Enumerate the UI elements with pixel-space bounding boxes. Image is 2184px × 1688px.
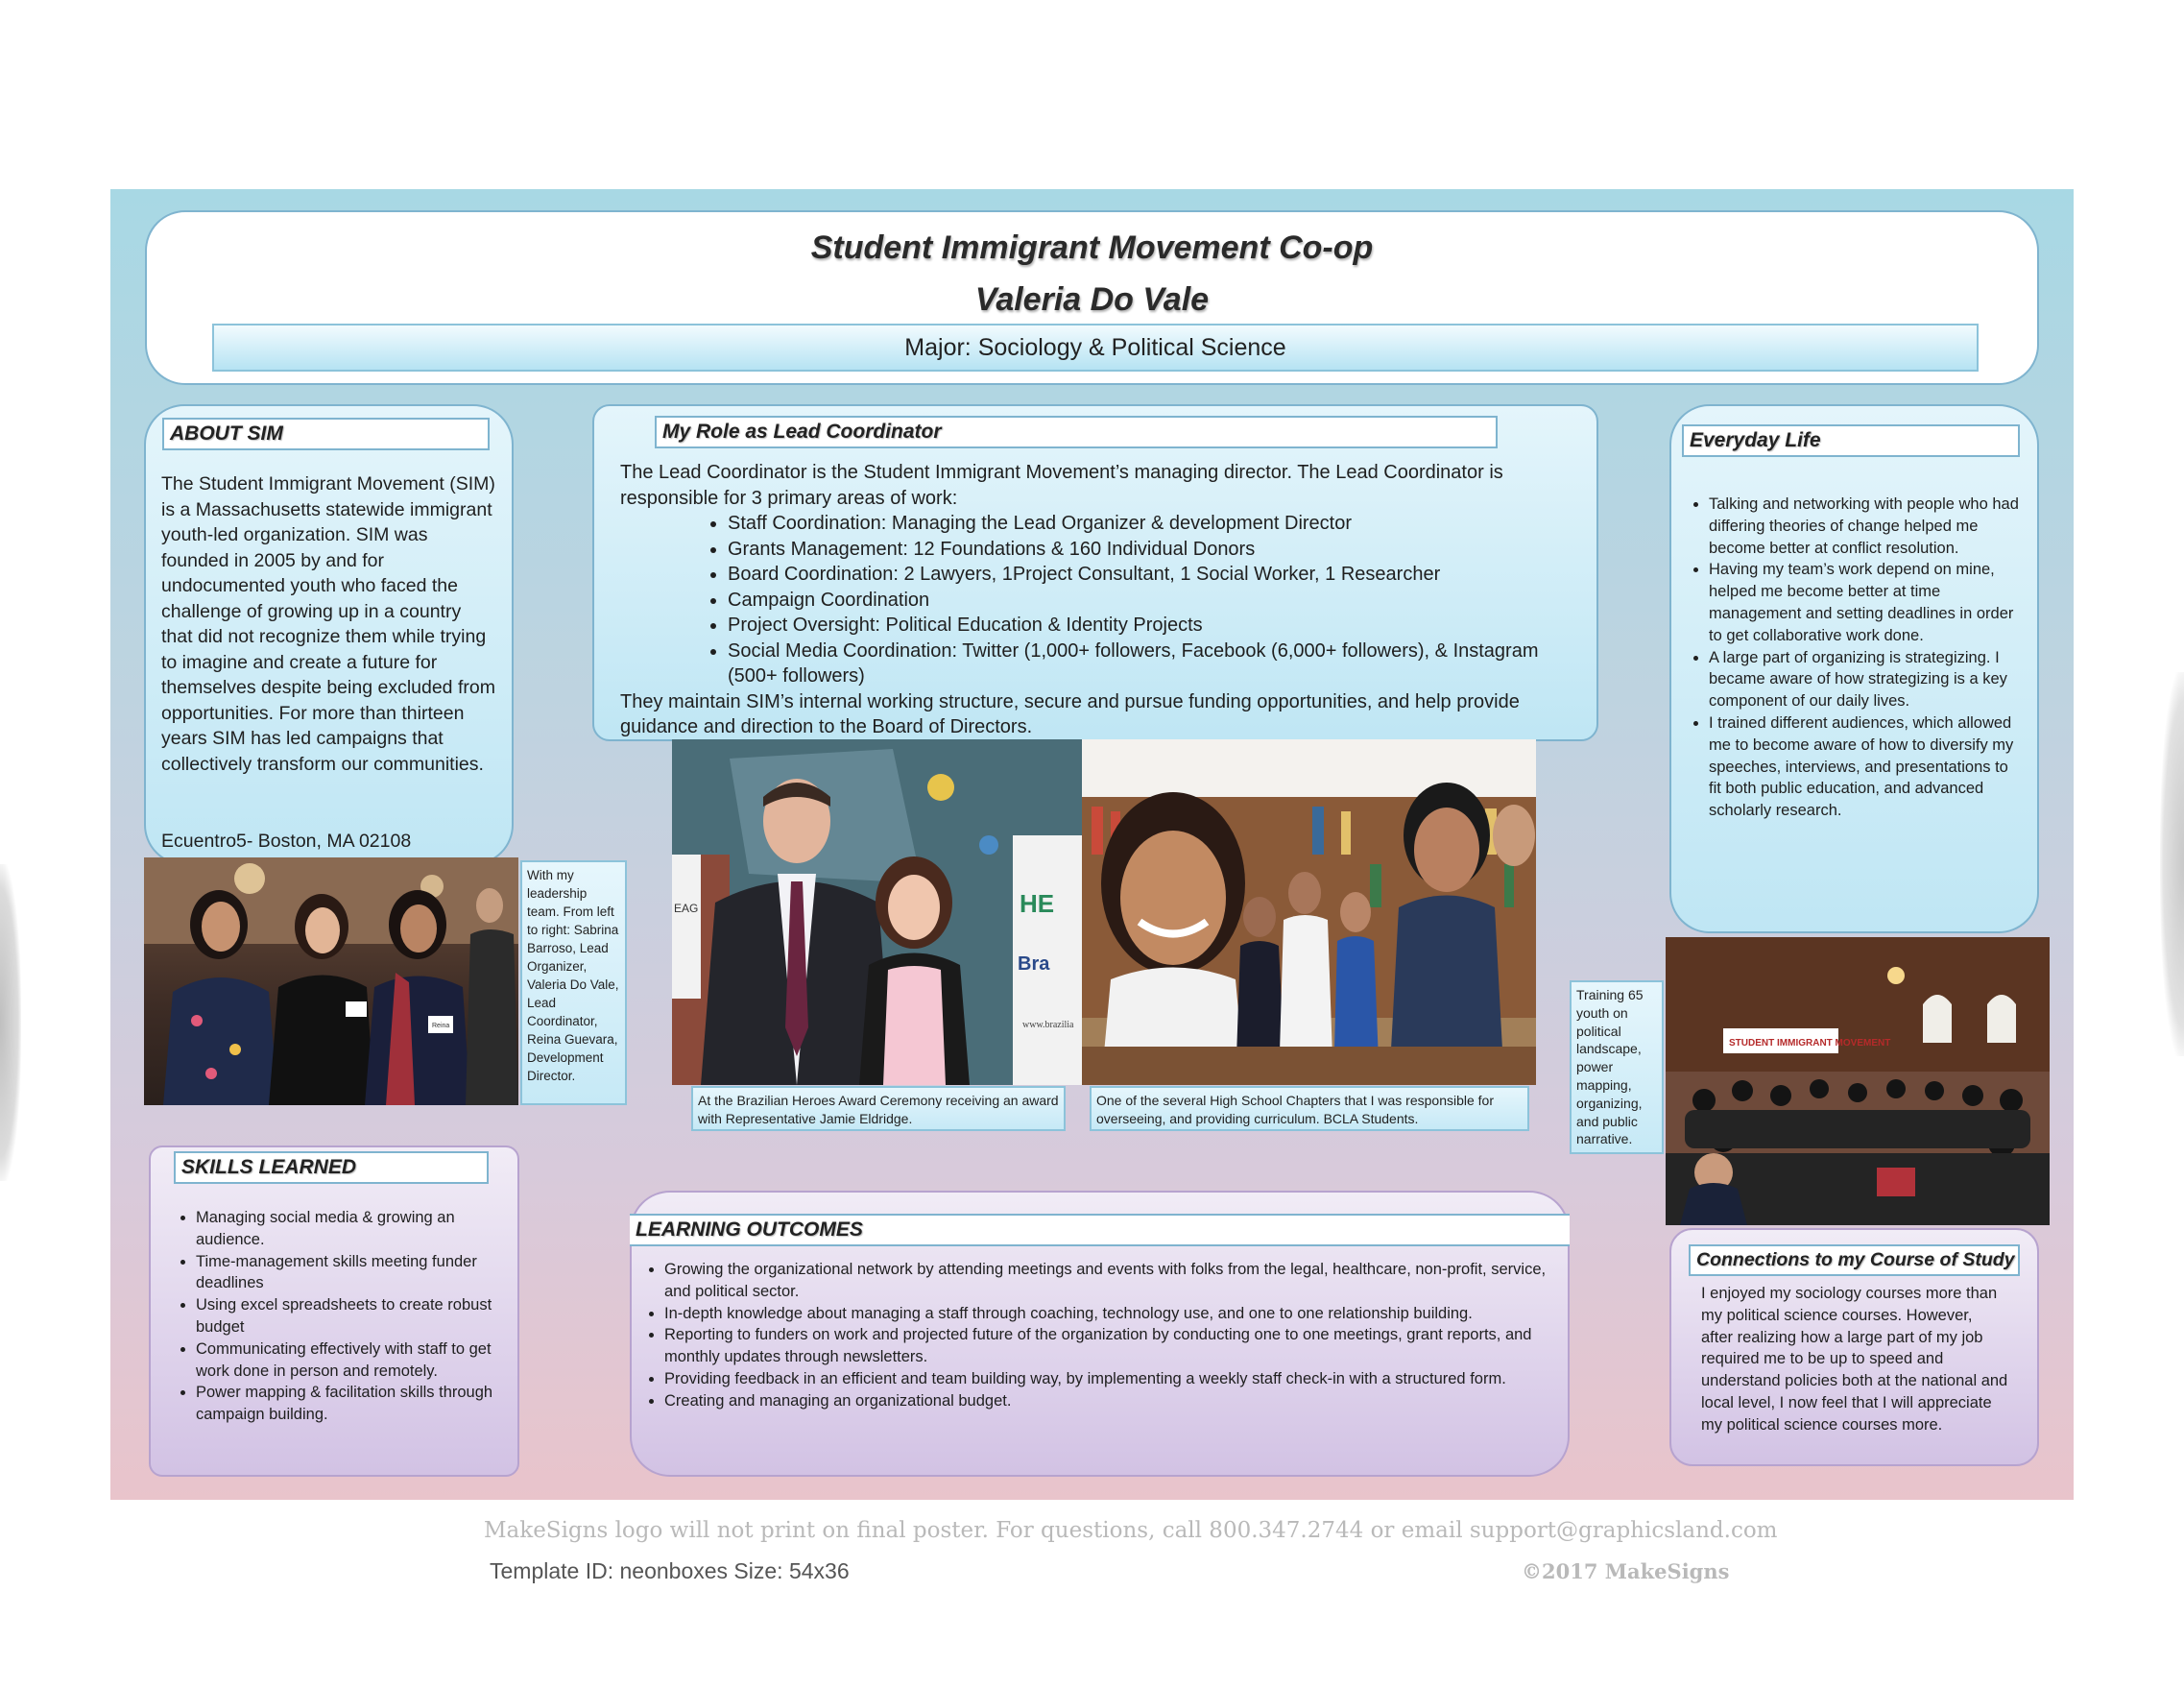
- list-item: • Creating and managing an organizational budget.: [664, 1390, 1553, 1412]
- role-content: [620, 460, 1580, 740]
- list-item: • Social Media Coordination: Twitter (1,000+ followers, Facebook (6,000+ followers), & Instagram (500+ followers): [728, 639, 1580, 689]
- skills-list: [173, 1207, 501, 1426]
- team-photo-caption: With my leadership team. From left to right: Sabrina Barroso, Lead Organizer, Valeria Do Vale, Lead Coordinator, Reina Guevara, Development Director.: [520, 860, 627, 1105]
- role-heading: My Role as Lead Coordinator: [655, 416, 1498, 448]
- banner-he-text: HE: [1020, 889, 1055, 918]
- about-address: Ecuentro5- Boston, MA 02108: [161, 831, 412, 852]
- list-item: • Project Oversight: Political Education & Identity Projects: [728, 613, 1580, 639]
- outcomes-list: [641, 1259, 1553, 1412]
- list-item: • Staff Coordination: Managing the Lead Organizer & development Director: [728, 511, 1580, 537]
- student-name: Valeria Do Vale: [974, 281, 1210, 318]
- banner-sim-text: STUDENT IMMIGRANT MOVEMENT: [1729, 1038, 1891, 1049]
- training-photo-caption: Training 65 youth on political landscape, power mapping, organizing, and public narrative.: [1570, 980, 1664, 1154]
- list-item: • Talking and networking with people who had differing theories of change helped me become better at conflict resolution.: [1709, 494, 2020, 559]
- list-item: • Campaign Coordination: [728, 588, 1580, 614]
- award-photo-graphic: [672, 739, 1082, 1085]
- list-item: • In-depth knowledge about managing a staff through coaching, technology use, and one to one relationship building.: [664, 1303, 1553, 1325]
- list-item: • Managing social media & growing an audience.: [196, 1207, 501, 1251]
- outcomes-heading: LEARNING OUTCOMES: [630, 1214, 1570, 1246]
- major-text: Major: Sociology & Political Science: [904, 334, 1286, 361]
- outcomes-content: [641, 1259, 1553, 1412]
- list-item: • Grants Management: 12 Foundations & 160 Individual Donors: [728, 537, 1580, 563]
- list-item: • Communicating effectively with staff to get work done in person and remotely.: [196, 1338, 501, 1383]
- list-item: • Power mapping & facilitation skills through campaign building.: [196, 1382, 501, 1426]
- footer-template-id: Template ID: neonboxes Size: 54x36: [490, 1558, 850, 1583]
- list-item: • Time-management skills meeting funder deadlines: [196, 1251, 501, 1295]
- award-photo-caption: At the Brazilian Heroes Award Ceremony receiving an award with Representative Jamie Eldridge.: [691, 1086, 1066, 1131]
- list-item: • A large part of organizing is strategizing. I became aware of how strategizing is a key component of our daily lives.: [1709, 647, 2020, 712]
- role-outro: They maintain SIM’s internal working structure, secure and pursue funding opportunities, and help provide guidance and direction to the Board of Directors.: [620, 690, 1520, 737]
- list-item: • Using excel spreadsheets to create robust budget: [196, 1294, 501, 1338]
- list-item: • Reporting to funders on work and projected future of the organization by conducting one to one meetings, grant reports, and monthly updates through newsletters.: [664, 1324, 1553, 1368]
- title-box: [145, 210, 2039, 385]
- left-edge-mark: [0, 864, 21, 1181]
- chapters-photo-caption: One of the several High School Chapters that I was responsible for overseeing, and providing curriculum. BCLA Students.: [1090, 1086, 1529, 1131]
- award-photo: [672, 739, 1082, 1085]
- everyday-list: [1686, 494, 2020, 822]
- chapters-photo: [1082, 739, 1536, 1085]
- role-list: [620, 511, 1580, 689]
- name-badge-text: Reina: [432, 1023, 450, 1029]
- about-heading: ABOUT SIM: [162, 418, 490, 450]
- role-intro: The Lead Coordinator is the Student Immigrant Movement’s managing director. The Lead Coordinator is responsible for 3 primary areas of work:: [620, 462, 1503, 509]
- list-item: • Providing feedback in an efficient and team building way, by implementing a weekly staff check-in with a structured form.: [664, 1368, 1553, 1390]
- connections-heading: Connections to my Course of Study: [1689, 1244, 2020, 1276]
- connections-body: I enjoyed my sociology courses more than my political science courses. However, after realizing how a large part of my job required me to be up to speed and understand policies both at the national and local level, I now feel that I will appreciate my political science courses more.: [1701, 1285, 2008, 1434]
- footer-copyright: ©2017 MakeSigns: [1522, 1559, 1730, 1583]
- team-photo: [144, 857, 518, 1105]
- list-item: • Board Coordination: 2 Lawyers, 1Project Consultant, 1 Social Worker, 1 Researcher: [728, 562, 1580, 588]
- list-item: • Growing the organizational network by attending meetings and events with folks from the legal, healthcare, non-profit, service, and political sector.: [664, 1259, 1553, 1303]
- chapters-photo-graphic: [1082, 739, 1536, 1085]
- banner-bra-text: Bra: [1018, 953, 1050, 975]
- footer-notice: MakeSigns logo will not print on final poster. For questions, call 800.347.2744 or email support@graphicsland.com: [484, 1518, 1778, 1543]
- everyday-heading: Everyday Life: [1682, 424, 2020, 457]
- list-item: • I trained different audiences, which allowed me to become aware of how to diversify my speeches, interviews, and presentations to fit both public education, and advanced scholarly research.: [1709, 712, 2020, 822]
- poster-title: Student Immigrant Movement Co-op: [810, 229, 1374, 266]
- right-edge-mark: [2160, 672, 2184, 1056]
- training-photo: [1666, 937, 2050, 1225]
- skills-content: [173, 1207, 501, 1426]
- team-photo-graphic: [144, 857, 518, 1105]
- training-photo-graphic: [1666, 937, 2050, 1225]
- list-item: • Having my team’s work depend on mine, helped me become better at time management and setting deadlines in order to get collaborative work done.: [1709, 559, 2020, 646]
- everyday-content: [1686, 494, 2020, 822]
- banner-eag-text: EAG: [674, 902, 699, 915]
- skills-heading: SKILLS LEARNED: [174, 1151, 489, 1184]
- major-banner: [212, 324, 1979, 372]
- banner-url-text: www.brazilia: [1022, 1020, 1074, 1030]
- about-body: The Student Immigrant Movement (SIM) is a Massachusetts statewide immigrant youth-led organization. SIM was founded in 2005 by and for undocumented youth who faced the challenge of growing up in a country that did not recognize them while trying to imagine and create a future for themselves despite being excluded from opportunities. For more than thirteen years SIM has led campaigns that collectively transform our communities.: [161, 473, 495, 775]
